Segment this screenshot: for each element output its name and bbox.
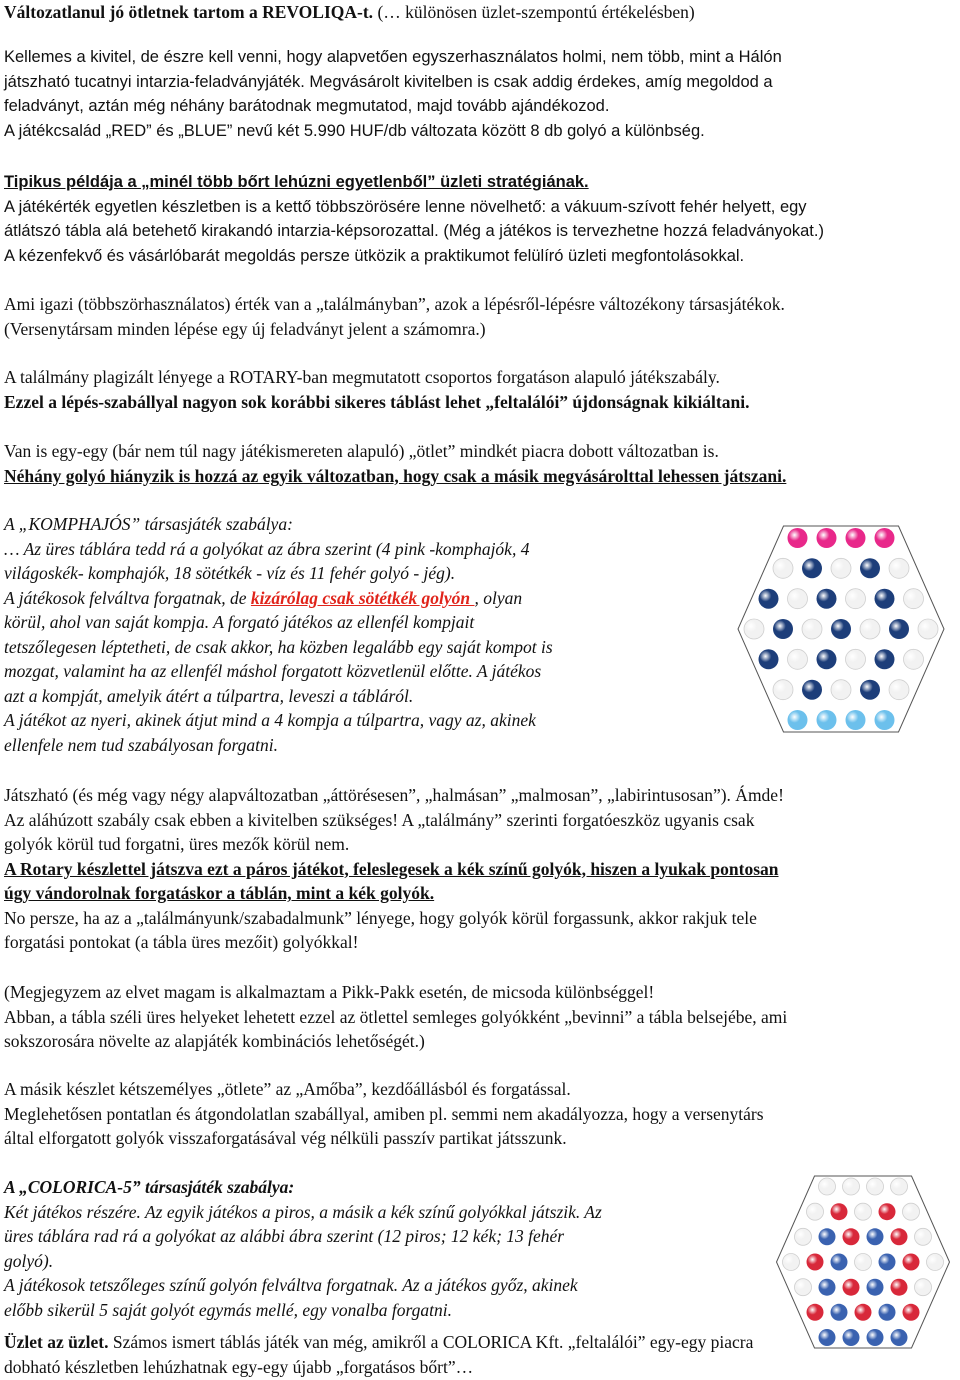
text-line: Abban, a tábla széli üres helyeket lehetett ezzel az ötlettel semleges golyókként „bevinni” a tábla belsejébe, ami <box>4 1006 788 1027</box>
bold-underlined-line: úgy vándorolnak forgatáskor a táblán, mint a kék golyók. <box>4 883 435 903</box>
text-line: által elforgatott golyók visszaforgatásával vég nélküli passzív partikat játsszunk. <box>4 1128 567 1148</box>
rule-pre: A játékosok felváltva forgatnak, de <box>4 587 251 608</box>
highlight-red: kizárólag csak sötétkék golyón <box>250 587 475 608</box>
board-ball <box>773 558 793 578</box>
header-subtitle: (… különösen üzlet-szempontú értékelésben) <box>373 2 695 22</box>
colorica-board-diagram <box>770 1172 956 1352</box>
text-line: A találmány plagizált lényege a ROTARY-ban megmutatott csoportos forgatáson alapuló játékszabály. <box>4 367 720 387</box>
board-ball <box>904 649 924 669</box>
board-ball <box>879 1203 896 1220</box>
board-ball <box>817 710 837 730</box>
text-line: A játékérték egyetlen készletben is a kettő többszörösére lenne növelhető: a vákuum-szívott fehér helyett, egy <box>4 197 807 216</box>
board-ball <box>819 1178 836 1195</box>
board-ball <box>855 1304 872 1321</box>
text-line: azt a kompját, amelyik átért a túlpartra, leveszi a tábláról. <box>4 685 414 706</box>
text-line: Van is egy-egy (bár nem túl nagy játékismereten alapuló) „ötlet” mindkét piacra dobott változatban is. <box>4 441 719 461</box>
board-ball <box>783 1254 800 1271</box>
text-line: A játékot az nyeri, akinek átjut mind a 4 kompja a túlpartra, vagy az, akinek <box>4 710 536 730</box>
board-ball <box>875 589 895 609</box>
board-ball <box>915 1228 932 1245</box>
board-ball <box>831 1304 848 1321</box>
text-line: Kellemes a kivitel, de észre kell venni, hogy alapvetően egyszerhasználatos holmi, nem több, mint a Hálón <box>4 48 782 66</box>
text-line: (Megjegyzem az elvet magam is alkalmaztam a Pikk-Pakk esetén, de micsoda különbséggel! <box>4 982 655 1002</box>
board-ball <box>875 710 895 730</box>
board-ball <box>867 1329 884 1346</box>
board-ball <box>867 1178 884 1195</box>
board-ball <box>875 649 895 669</box>
board-ball <box>860 558 880 578</box>
para-plagiarism <box>4 365 956 414</box>
text-line: … Az üres táblára tedd rá a golyókat az ábra szerint (4 pink -komphajók, 4 <box>4 538 530 559</box>
board-ball <box>773 680 793 700</box>
section-heading: A „COLORICA-5” társasjáték szabálya: <box>4 1177 295 1197</box>
board-ball <box>802 558 822 578</box>
board-ball <box>889 558 909 578</box>
board-ball <box>889 619 909 639</box>
board-ball <box>918 619 938 639</box>
board-ball <box>817 589 837 609</box>
text-line: golyók körül tud forgatni, üres mezők körül nem. <box>4 834 350 854</box>
board-ball <box>889 680 909 700</box>
board-ball <box>795 1279 812 1296</box>
board-ball <box>759 589 779 609</box>
board-ball <box>807 1254 824 1271</box>
bold-underlined-line: Néhány golyó hiányzik is hozzá az egyik változatban, hogy csak a másik megvásárolttal lehessen játszani. <box>4 465 787 486</box>
board-ball <box>807 1203 824 1220</box>
board-ball <box>759 649 779 669</box>
text-line: előbb sikerül 5 saját golyót egymás mellé, egy vonalba forgatni. <box>4 1299 452 1320</box>
para-value <box>4 292 956 341</box>
text-line <box>4 586 684 611</box>
board-ball <box>831 1203 848 1220</box>
board-ball <box>879 1304 896 1321</box>
board-ball <box>819 1279 836 1296</box>
board-ball <box>843 1178 860 1195</box>
header <box>4 0 956 25</box>
board-ball <box>903 1304 920 1321</box>
bold-line: Ezzel a lépés-szabállyal nagyon sok korábbi sikeres táblást lehet „feltalálói” újdonságnak kikiáltani. <box>4 391 750 412</box>
board-ball <box>891 1228 908 1245</box>
text-line: játszható tucatnyi intarzia-feladványjáték. Megvásárolt kivitelben is csak addig érdekes, amíg megoldod a <box>4 72 773 91</box>
rule-post: , olyan <box>474 587 523 608</box>
board-ball <box>867 1279 884 1296</box>
text-line: Meglehetősen pontatlan és átgondolatlan szabállyal, amiben pl. semmi nem akadályozza, hogy a versenytárs <box>4 1103 764 1124</box>
text-line: ellenfele nem tud szabályosan forgatni. <box>4 734 278 755</box>
text-line: A játékosok tetszőleges színű golyón felváltva forgatnak. Az a játékos győz, akinek <box>4 1275 578 1295</box>
para-intro <box>4 45 956 143</box>
board-ball <box>802 680 822 700</box>
board-ball <box>846 528 866 548</box>
board-ball <box>903 1254 920 1271</box>
board-ball <box>903 1203 920 1220</box>
board-ball <box>843 1279 860 1296</box>
text-line: világoskék- komphajók, 18 sötétkék - víz és 11 fehér golyó - jég). <box>4 563 456 583</box>
board-ball <box>831 558 851 578</box>
text-line: mozgat, valamint ha az ellenfél máshol forgatott közvetlenül előtte. A játékos <box>4 661 542 681</box>
komphajos-board-diagram <box>730 522 952 736</box>
text-line: Két játékos részére. Az egyik játékos a piros, a másik a kék színű golyókkal játszik. Az <box>4 1201 602 1222</box>
board-ball <box>891 1178 908 1195</box>
board-ball <box>915 1279 932 1296</box>
text-line: átlátszó tábla alá betehető kirakandó intarzia-képsorozattal. (Még a játékos is tervezhetne hozzá feladványokat.) <box>4 222 824 240</box>
para-strategy <box>4 170 956 268</box>
board-ball <box>846 710 866 730</box>
section-heading: Tipikus példája a „minél több bőrt lehúzni egyetlenből” üzleti stratégiának. <box>4 173 589 191</box>
board-ball <box>860 680 880 700</box>
board-ball <box>843 1228 860 1245</box>
board-ball <box>927 1254 944 1271</box>
text-line: A kézenfekvő és vásárlóbarát megoldás persze ütközik a praktikumot felülíró üzleti megfontolásokkal. <box>4 246 745 265</box>
text-line: dobható készletben lehúzhatnak egy-egy újabb „forgatásos bőrt”… <box>4 1356 474 1377</box>
para-amoba <box>4 1077 956 1151</box>
header-title: Változatlanul jó ötletnek tartom a REVOLIQA-t. <box>4 2 374 22</box>
text-line: A másik készlet kétszemélyes „ötlete” az „Amőba”, kezdőállásból és forgatással. <box>4 1079 571 1099</box>
board-ball <box>867 1228 884 1245</box>
board-ball <box>904 589 924 609</box>
board-ball <box>817 649 837 669</box>
komphajos-rules <box>4 512 684 757</box>
para-pikk-pakk <box>4 980 956 1054</box>
board-ball <box>831 619 851 639</box>
text-line: (Versenytársam minden lépése egy új feladványt jelent a számomra.) <box>4 318 486 339</box>
colorica-rules <box>4 1175 764 1322</box>
board-ball <box>788 710 808 730</box>
text-line: Ami igazi (többszörhasználatos) érték van a „találmányban”, azok a lépésről-lépésre változékony társasjátékok. <box>4 294 785 314</box>
board-ball <box>807 1304 824 1321</box>
board-ball <box>802 619 822 639</box>
section-heading: A „KOMPHAJÓS” társasjáték szabálya: <box>4 514 293 534</box>
board-ball <box>773 619 793 639</box>
board-ball <box>819 1228 836 1245</box>
text-line: golyó). <box>4 1250 54 1271</box>
text-line: Az aláhúzott szabály csak ebben a kivitelben szükséges! A „találmány” szerinti forgatóeszköz ugyanis csak <box>4 809 755 830</box>
text-line: feladványt, aztán még néhány barátodnak megmutatod, majd tovább ajándékozod. <box>4 97 610 115</box>
board-ball <box>846 589 866 609</box>
board-ball <box>855 1203 872 1220</box>
board-ball <box>817 528 837 548</box>
text-line: üres táblára rad rá a golyókat az alábbi ábra szerint (12 piros; 12 kék; 13 fehér <box>4 1226 565 1246</box>
board-ball <box>891 1279 908 1296</box>
board-ball <box>788 589 808 609</box>
text-line: No persze, ha az a „találmányunk/szabadalmunk” lényege, hogy golyók körül forgassunk, akkor rakjuk tele <box>4 907 757 928</box>
para-variants <box>4 783 956 955</box>
text-line: körül, ahol van saját kompja. A forgató játékos az ellenfél kompjait <box>4 612 475 632</box>
board-ball <box>819 1329 836 1346</box>
text-line: sokszorosára növelte az alapjáték kombinációs lehetőségét.) <box>4 1031 425 1051</box>
board-ball <box>831 680 851 700</box>
board-ball <box>891 1329 908 1346</box>
board-ball <box>846 649 866 669</box>
board-ball <box>795 1228 812 1245</box>
footer-bold: Üzlet az üzlet. <box>4 1332 109 1352</box>
text-line: forgatási pontokat (a tábla üres mezőit) golyókkal! <box>4 932 359 952</box>
board-ball <box>879 1254 896 1271</box>
bold-underlined-line: A Rotary készlettel játszva ezt a páros játékot, feleslegesek a kék színű golyók, hiszen a lyukak pontosan <box>4 858 779 879</box>
para-idea <box>4 439 956 488</box>
text-line: Játszható (és még vagy négy alapváltozatban „áttörésesen”, „halmásan” „malmosan”, „labirintusosan”). Ámde! <box>4 785 784 805</box>
footer-text: Számos ismert táblás játék van még, amikről a COLORICA Kft. „feltalálói” egy-egy piacra <box>108 1332 754 1352</box>
board-ball <box>831 1254 848 1271</box>
board-ball <box>788 649 808 669</box>
board-ball <box>788 528 808 548</box>
text-line: A játékcsalád „RED” és „BLUE” nevű két 5.990 HUF/db változata között 8 db golyó a különbség. <box>4 121 705 140</box>
text-line: tetszőlegesen léptetheti, de csak akkor, ha közben legalább egy saját kompot is <box>4 636 553 657</box>
board-ball <box>744 619 764 639</box>
board-ball <box>875 528 895 548</box>
board-ball <box>860 619 880 639</box>
board-ball <box>843 1329 860 1346</box>
board-ball <box>855 1254 872 1271</box>
